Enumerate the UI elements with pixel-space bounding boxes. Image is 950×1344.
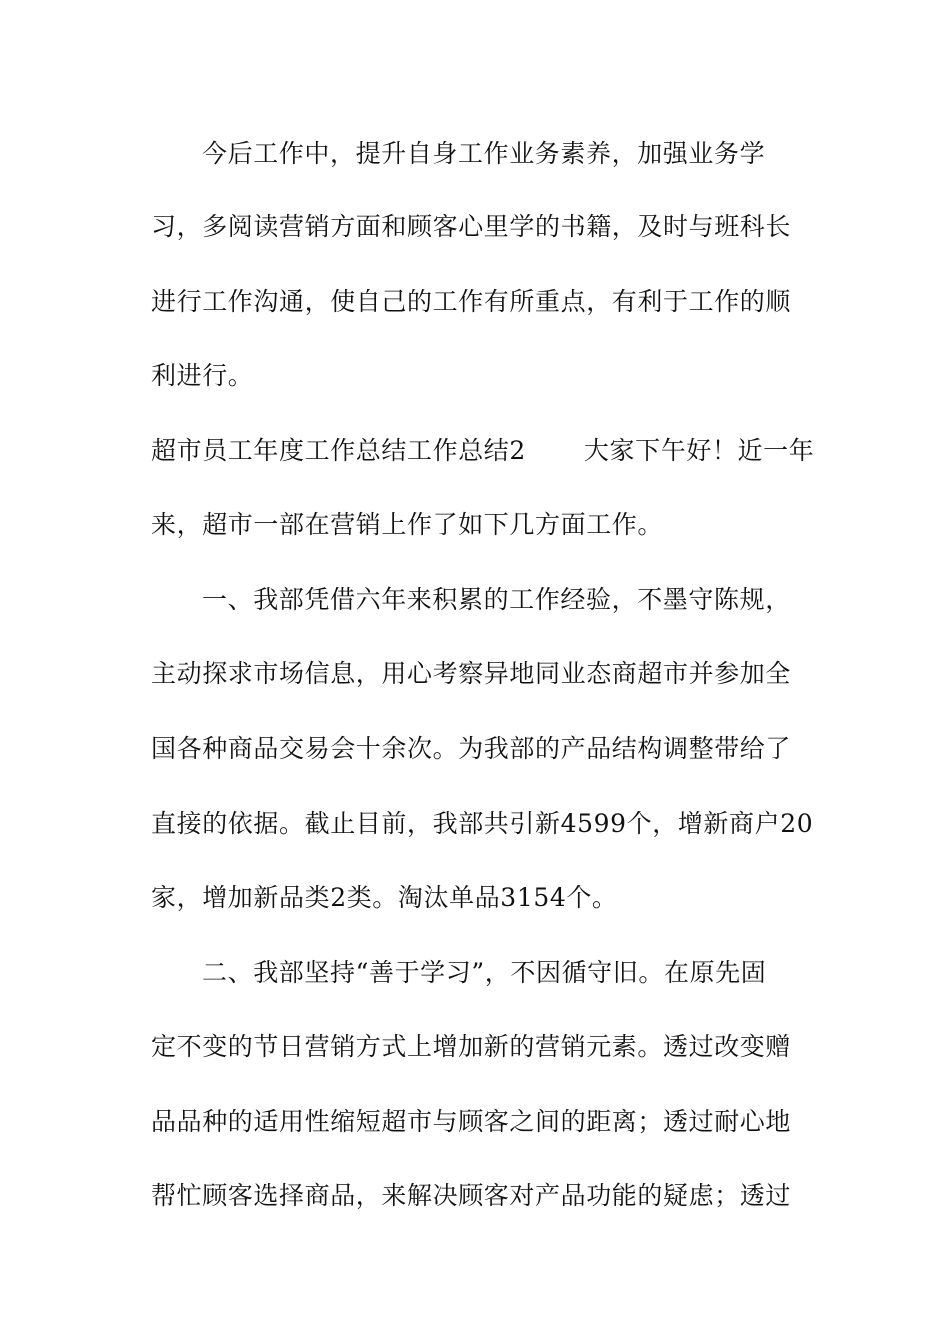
text-line-1: 今后工作中，提升自身工作业务素养，加强业务学 bbox=[202, 139, 766, 168]
text-line-2: 习，多阅读营销方面和顾客心里学的书籍，及时与班科长 bbox=[151, 212, 792, 241]
text-line-12: 二、我部坚持“善于学习”，不因循守旧。在原先固 bbox=[202, 958, 767, 987]
text-line-7: 一、我部凭借六年来积累的工作经验，不墨守陈规， bbox=[202, 585, 791, 614]
text-line-6: 来，超市一部在营销上作了如下几方面工作。 bbox=[151, 510, 664, 539]
text-line-10: 直接的依据。截止目前，我部共引新4599个，增新商户20 bbox=[151, 809, 814, 838]
text-line-3: 进行工作沟通，使自己的工作有所重点，有利于工作的顺 bbox=[151, 287, 792, 316]
text-line-4: 利进行。 bbox=[151, 361, 254, 390]
section-heading: 超市员工年度工作总结工作总结2 bbox=[151, 436, 526, 465]
greeting-text: 大家下午好！近一年 bbox=[583, 436, 815, 465]
text-line-13: 定不变的节日营销方式上增加新的营销元素。透过改变赠 bbox=[151, 1032, 792, 1061]
heading-line bbox=[151, 433, 831, 469]
text-line-14: 品品种的适用性缩短超市与顾客之间的距离；透过耐心地 bbox=[151, 1107, 792, 1136]
text-line-8: 主动探求市场信息，用心考察异地同业态商超市并参加全 bbox=[151, 659, 792, 688]
text-line-9: 国各种商品交易会十余次。为我部的产品结构调整带给了 bbox=[151, 734, 792, 763]
text-line-15: 帮忙顾客选择商品，来解决顾客对产品功能的疑虑；透过 bbox=[151, 1181, 792, 1210]
text-line-11: 家，增加新品类2类。淘汰单品3154个。 bbox=[151, 883, 618, 912]
